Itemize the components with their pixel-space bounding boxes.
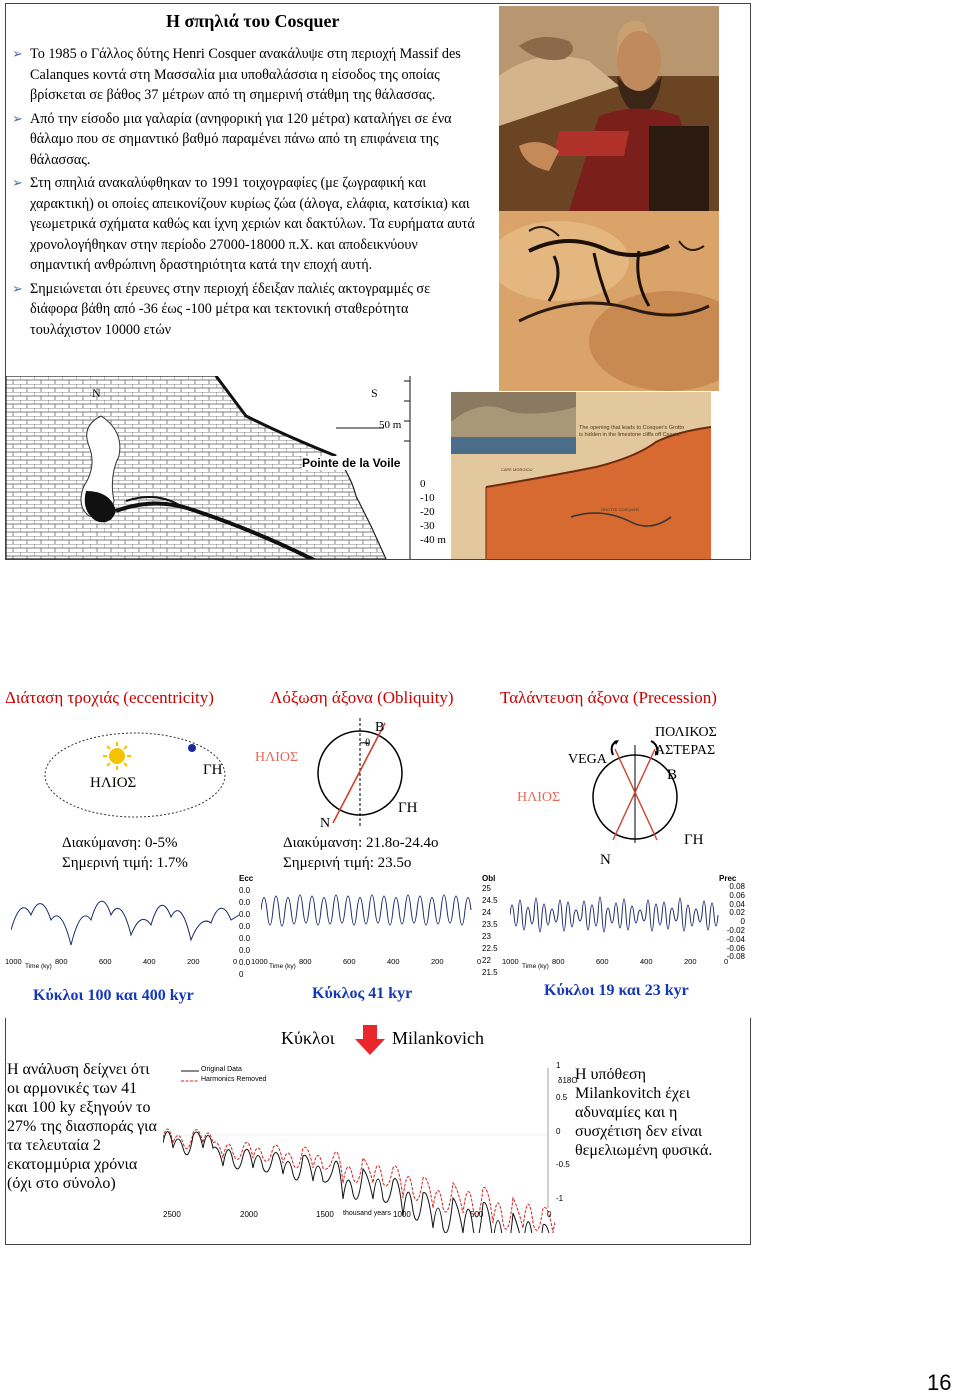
sun-icon [103, 742, 131, 770]
prec-south-label: Ν [600, 852, 611, 868]
prec-xlabel: Time (ky) [522, 963, 549, 970]
chart-ytick: -0.5 [556, 1160, 570, 1169]
legend-original: Original Data [201, 1066, 242, 1073]
chart-xtick: 1500 [316, 1210, 334, 1219]
depth-label: -40 m [420, 534, 446, 546]
obl-earth-label: ΓΗ [398, 800, 418, 816]
ecc-sun-label: ΗΛΙΟΣ [90, 775, 137, 791]
obl-yticks: 25 24.5 24 23.5 23 22.5 22 21.5 [482, 884, 498, 977]
prec-series-line [510, 897, 718, 932]
obl-theta-label: θ [365, 737, 371, 749]
original-data-line [163, 1132, 555, 1233]
chart-xtick: 1000 [393, 1210, 411, 1219]
depth-label: -10 [420, 492, 435, 504]
coast-diagram-photo [451, 392, 711, 559]
scale-label: 50 m [379, 419, 402, 431]
obl-xtick: 0 [477, 957, 482, 966]
ecc-current: Σημερινή τιμή: 1.7% [62, 855, 188, 871]
arrow-bullet-icon: ➢ [12, 280, 23, 296]
ecc-xtick: 200 [187, 957, 200, 966]
prec-xtick: 200 [684, 957, 697, 966]
cave-cross-section [6, 376, 416, 559]
ecc-yticks: 0.0 0.0 0.0 0.0 0.0 0.0 0.0 0 [239, 886, 251, 979]
arrow-bullet-icon: ➢ [12, 110, 23, 126]
cave-painting-photo [499, 211, 719, 391]
ecc-xtick: 800 [55, 957, 68, 966]
obl-range: Διακύμανση: 21.8ο-24.4ο [283, 835, 439, 851]
pointe-de-la-voile-label: Pointe de la Voile [302, 456, 401, 470]
south-label: S [371, 386, 378, 400]
prec-cycles: Κύκλοι 19 και 23 kyr [544, 982, 689, 999]
heading-precession: Ταλάντευση άξονα (Precession) [500, 688, 717, 707]
prec-north-label: Β [667, 767, 678, 783]
cosquer-photo [499, 6, 719, 211]
prec-sun-label: ΗΛΙΟΣ [517, 790, 561, 805]
prec-polaris-label-2: ΑΣΤΕΡΑΣ [655, 743, 716, 758]
chart-ytick: -1 [556, 1194, 564, 1203]
slide-milankovitch [5, 680, 749, 1245]
obl-north-label: Β [375, 720, 385, 735]
depth-label: -20 [420, 506, 435, 518]
chart-ytick: 0.5 [556, 1093, 568, 1102]
obl-xtick: 200 [431, 957, 444, 966]
prec-series-chart [502, 875, 732, 980]
bullet-item: ➢ Από την είσοδο μια γαλαρία (ανηφορική για 120 μέτρα) καταλήγει σε ένα θάλαμο που σε σημαντικό βαθμό παραμένει πάνω από τη επιφάνεια της θάλασσας. [12, 110, 452, 168]
coast-label: GROTTE COSQUER [601, 507, 640, 512]
obl-xtick: 1000 [251, 957, 268, 966]
chart-ytick: 1 [556, 1061, 561, 1070]
obl-cycles: Κύκλος 41 kyr [312, 985, 413, 1002]
chart-xlabel: thousand years [343, 1210, 391, 1217]
chart-ylabel: δ18O [558, 1076, 578, 1085]
prec-xtick: 600 [596, 957, 609, 966]
arrow-bullet-icon: ➢ [12, 175, 23, 190]
ecc-xlabel: Time (ky) [25, 963, 52, 970]
ecc-cycles: Κύκλοι 100 και 400 kyr [33, 987, 194, 1004]
depth-scale [420, 477, 446, 547]
slide-cosquer [5, 3, 751, 560]
prec-xtick: 1000 [502, 957, 519, 966]
obl-xtick: 600 [343, 957, 356, 966]
prec-earth-label: ΓΗ [684, 832, 704, 848]
chart-xtick: 2000 [240, 1210, 258, 1219]
prec-ylabel: Prec [719, 874, 737, 883]
coast-caption: The opening that leads to Cosquer's Grotto is hidden in the limestone cliffs off Cassis. [579, 425, 685, 438]
analysis-left-text: Η ανάλυση δείχνει ότι οι αρμονικές των 41 και 100 ky εξηγούν το 27% της διασποράς για τα τελευταία 2 εκατομμύρια χρόνια (όχι στο σύνολο) [7, 1061, 157, 1192]
harmonics-removed-line [163, 1129, 555, 1233]
prec-xtick: 800 [552, 957, 565, 966]
obl-series-line [261, 895, 471, 926]
heading-eccentricity: Διάταση τροχιάς (eccentricity) [5, 688, 214, 707]
depth-label: -30 [420, 520, 435, 532]
ecc-ylabel: Ecc [239, 874, 254, 883]
page-number: 16 [927, 1370, 952, 1395]
slide-title: Η σπηλιά του Cosquer [166, 11, 340, 31]
ecc-xtick: 1000 [5, 957, 22, 966]
earth-icon [188, 744, 196, 752]
ecc-earth-label: ΓΗ [203, 762, 223, 778]
heading-obliquity: Λόξωση άξονα (Obliquity) [270, 688, 454, 707]
prec-xtick: 400 [640, 957, 653, 966]
bullet-item: ➢ Το 1985 ο Γάλλος δύτης Henri Cosquer ανακάλυψε στη περιοχή Massif des Calanques κοντά στη Μασσαλία μια υποθαλάσσια η είσοδος της οποίας βρίσκεται σε βάθος 37 μέτρων από τη σημερινή στάθμη της θάλασσας. [12, 46, 461, 103]
coast-label: CAPE MORGIOU [501, 467, 533, 472]
bullet-list [10, 44, 478, 343]
milankovich-label: Milankovich [392, 1028, 484, 1048]
north-label: N [92, 386, 101, 400]
ecc-series-line [11, 901, 239, 945]
ecc-xtick: 0 [233, 957, 238, 966]
analysis-right-text: Η υπόθεση Milankovitch έχει αδυναμίες και η συσχέτιση δεν είναι θεμελιωμένη φυσικά. [575, 1066, 713, 1159]
obl-series-chart [251, 875, 483, 980]
obl-xtick: 800 [299, 957, 312, 966]
ecc-xtick: 600 [99, 957, 112, 966]
chart-ytick: 0 [556, 1127, 561, 1136]
prec-xtick: 0 [724, 957, 729, 966]
chart-xtick: 0 [547, 1210, 552, 1219]
chart-xtick: 500 [470, 1210, 484, 1219]
obl-xlabel: Time (ky) [269, 963, 296, 970]
obl-xtick: 400 [387, 957, 400, 966]
chart-xtick: 2500 [163, 1210, 181, 1219]
obl-sun-label: ΗΛΙΟΣ [255, 750, 299, 765]
obl-ylabel: Obl [482, 874, 496, 883]
arrow-bullet-icon: ➢ [12, 46, 23, 61]
depth-label: 0 [420, 478, 426, 490]
ecc-range: Διακύμανση: 0-5% [62, 835, 178, 851]
d18o-chart [163, 1063, 555, 1233]
obl-current: Σημερινή τιμή: 23.5ο [283, 855, 412, 871]
cycles-word: Κύκλοι [281, 1028, 335, 1048]
obl-south-label: Ν [320, 816, 331, 831]
prec-vega-label: VEGA [568, 752, 607, 767]
prec-polaris-label: ΠΟΛΙΚΟΣ [655, 725, 717, 740]
legend-harmonics: Harmonics Removed [201, 1076, 267, 1083]
bullet-item: ➢ Στη σπηλιά ανακαλύφθηκαν το 1991 τοιχογραφίες (με ζωγραφική και χαρακτική) οι οποίες απεικονίζουν κυρίως ζώα (άλογα, ελάφια, κατσίκια) και γεωμετρικά σχήματα καθώς και ίχνη χεριών και δακτύλων. Τα ευρήματα αυτά χρονολογήθηκαν στην περίοδο 27000-18000 π.Χ. και αποδεικνύουν σημαντική ανθρώπινη δραστηριότητα κατά την εποχή αυτή. [12, 175, 475, 273]
ecc-xtick: 400 [143, 957, 156, 966]
ecc-series-chart [5, 875, 241, 980]
prec-yticks: 0.08 0.06 0.04 0.02 0 -0.02 -0.04 -0.06 -0.08 [726, 882, 745, 962]
bullet-item: ➢ Σημειώνεται ότι έρευνες στην περιοχή έδειξαν παλιές ακτογραμμές σε διάφορα βάθη από -36 έως -100 μέτρα και τεκτονική σταθερότητα τουλάχιστον 10000 ετών [12, 280, 431, 338]
